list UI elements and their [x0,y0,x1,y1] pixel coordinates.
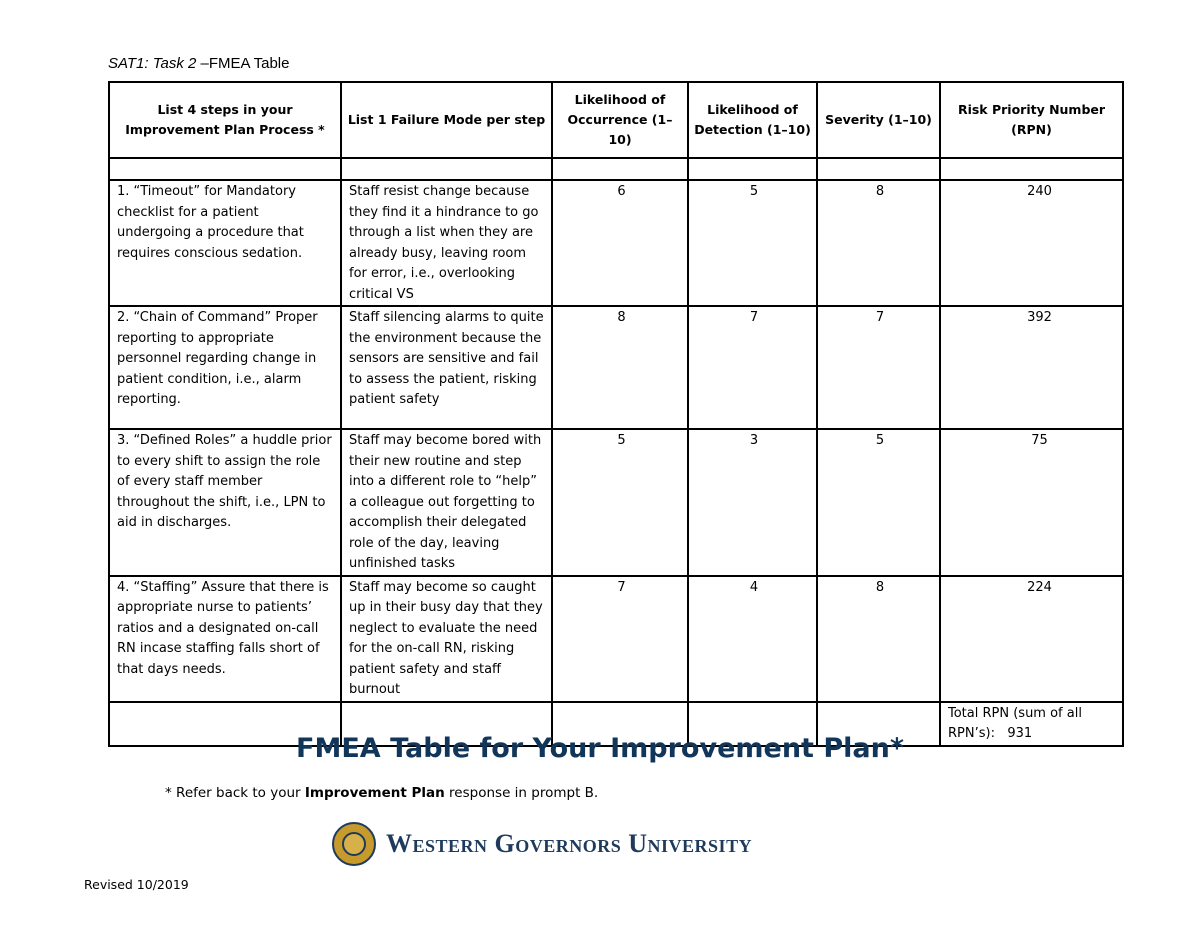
university-name: Western Governors University [386,829,753,858]
detection-cell: 5 [688,180,817,306]
severity-cell: 7 [817,306,940,429]
detection-cell: 4 [688,576,817,702]
blank-cell [940,158,1123,180]
column-header-rpn: Risk Priority Number (RPN) [940,82,1123,158]
header-table-label: –FMEA Table [200,55,290,72]
step-cell: 1. “Timeout” for Mandatory checklist for a patient undergoing a procedure that requires conscious sedation. [109,180,341,306]
detection-cell: 3 [688,429,817,576]
document-header [108,55,290,72]
blank-row [109,158,1123,180]
table-row [109,429,1123,576]
header-task-label: SAT1: Task 2 [108,55,201,72]
occurrence-cell: 5 [552,429,688,576]
note-prefix: * Refer back to your [165,785,305,801]
severity-cell: 8 [817,180,940,306]
rpn-cell: 240 [940,180,1123,306]
column-header-steps: List 4 steps in your Improvement Plan Process * [109,82,341,158]
revised-date: Revised 10/2019 [84,877,189,892]
fmea-table [108,81,1124,747]
wgu-logo [332,822,752,866]
occurrence-cell: 7 [552,576,688,702]
note-bold: Improvement Plan [304,785,445,801]
blank-cell [688,158,817,180]
step-cell: 4. “Staffing” Assure that there is appropriate nurse to patients’ ratios and a designated on-call RN incase staffing falls short of that days needs. [109,576,341,702]
blank-cell [109,158,341,180]
prompt-note [165,785,598,801]
column-header-occurrence: Likelihood of Occurrence (1–10) [552,82,688,158]
blank-cell [552,158,688,180]
rpn-cell: 392 [940,306,1123,429]
failure-mode-cell: Staff silencing alarms to quite the environment because the sensors are sensitive and fail to assess the patient, risking patient safety [341,306,552,429]
severity-cell: 8 [817,576,940,702]
table-header-row [109,82,1123,158]
rpn-cell: 75 [940,429,1123,576]
column-header-failure-mode: List 1 Failure Mode per step [341,82,552,158]
table-row [109,576,1123,702]
failure-mode-cell: Staff may become so caught up in their busy day that they neglect to evaluate the need for the on-call RN, risking patient safety and staff burnout [341,576,552,702]
failure-mode-cell: Staff may become bored with their new routine and step into a different role to “help” a colleague out forgetting to accomplish their delegated role of the day, leaving unfinished tasks [341,429,552,576]
note-suffix: response in prompt B. [444,785,599,801]
detection-cell: 7 [688,306,817,429]
occurrence-cell: 6 [552,180,688,306]
step-cell: 2. “Chain of Command” Proper reporting to appropriate personnel regarding change in patient condition, i.e., alarm reporting. [109,306,341,429]
table-row [109,180,1123,306]
column-header-severity: Severity (1–10) [817,82,940,158]
total-rpn-value: 931 [1007,726,1033,741]
occurrence-cell: 8 [552,306,688,429]
rpn-cell: 224 [940,576,1123,702]
plan-title: FMEA Table for Your Improvement Plan* [296,733,904,764]
total-rpn-label: Total RPN (sum of all RPN’s): [948,705,1082,741]
blank-cell [341,158,552,180]
university-seal-icon [332,822,376,866]
failure-mode-cell: Staff resist change because they find it a hindrance to go through a list when they are already busy, leaving room for error, i.e., overlooking critical VS [341,180,552,306]
step-cell: 3. “Defined Roles” a huddle prior to every shift to assign the role of every staff member throughout the shift, i.e., LPN to aid in discharges. [109,429,341,576]
column-header-detection: Likelihood of Detection (1–10) [688,82,817,158]
table-row [109,306,1123,429]
blank-cell [817,158,940,180]
severity-cell: 5 [817,429,940,576]
